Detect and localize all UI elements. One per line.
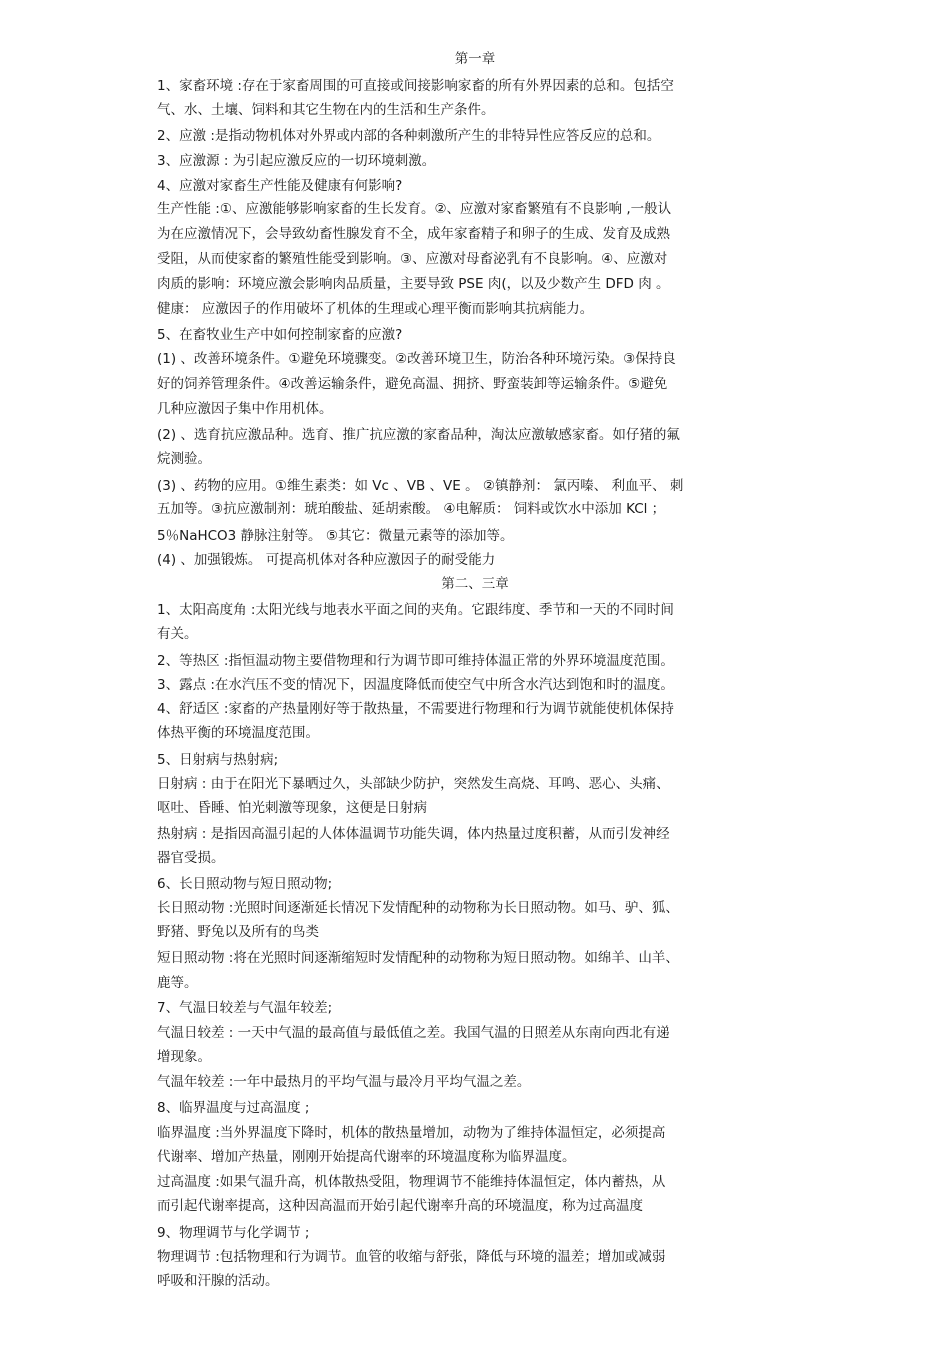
text-line: 气、水、土壤、饲料和其它生物在内的生活和生产条件。	[157, 102, 495, 118]
text-line: 3、应激源 : 为引起应激反应的一切环境刺激。	[157, 153, 436, 169]
text-line: 2、应激 :是指动物机体对外界或内部的各种刺激所产生的非特异性应答反应的总和。	[157, 128, 661, 144]
text-line: 1、太阳高度角 :太阳光线与地表水平面之间的夹角。它跟纬度、季节和一天的不同时间	[157, 602, 674, 618]
text-line: 2、等热区 :指恒温动物主要借物理和行为调节即可维持体温正常的外界环境温度范围。	[157, 653, 674, 669]
text-line: 5、在畜牧业生产中如何控制家畜的应激?	[157, 327, 403, 343]
text-line: (1) 、改善环境条件。①避免环境骤变。②改善环境卫生，防治各种环境污染。③保持良	[157, 351, 676, 367]
text-line: 3、露点 :在水汽压不变的情况下，因温度降低而使空气中所含水汽达到饱和时的温度。	[157, 677, 674, 693]
text-line: 6、长日照动物与短日照动物;	[157, 876, 333, 892]
text-line: 几种应激因子集中作用机体。	[157, 401, 333, 417]
text-line: 4、舒适区 :家畜的产热量刚好等于散热量，不需要进行物理和行为调节就能使机体保持	[157, 701, 674, 717]
text-line: 烷测验。	[157, 451, 211, 467]
text-line: 好的饲养管理条件。④改善运输条件，避免高温、拥挤、野蛮装卸等运输条件。⑤避免	[157, 376, 668, 392]
text-line: 热射病 : 是指因高温引起的人体体温调节功能失调，体内热量过度积蓄，从而引发神经	[157, 826, 670, 842]
text-line: 而引起代谢率提高，这种因高温而开始引起代谢率升高的环境温度，称为过高温度	[157, 1198, 643, 1214]
text-line: 呼吸和汗腺的活动。	[157, 1273, 279, 1289]
text-line: 过高温度 :如果气温升高，机体散热受阻，物理调节不能维持体温恒定，体内蓄热，从	[157, 1174, 666, 1190]
text-line: 5、日射病与热射病;	[157, 752, 279, 768]
text-line: (4) 、加强锻炼。 可提高机体对各种应激因子的耐受能力	[157, 552, 496, 568]
text-line: 健康： 应激因子的作用破坏了机体的生理或心理平衡而影响其抗病能力。	[157, 301, 594, 317]
text-line: 气温年较差 :一年中最热月的平均气温与最冷月平均气温之差。	[157, 1074, 531, 1090]
text-line: 肉质的影响：环境应激会影响肉品质量，主要导致 PSE 肉(，以及少数产生 DFD 肉 。	[157, 276, 670, 292]
text-line: 7、气温日较差与气温年较差;	[157, 1000, 333, 1016]
text-line: 9、物理调节与化学调节 ;	[157, 1225, 310, 1241]
text-line: 增现象。	[157, 1049, 211, 1065]
text-line: 五加等。③抗应激制剂：琥珀酸盐、延胡索酸。 ④电解质： 饲料或饮水中添加 KCl ；	[157, 501, 666, 517]
text-line: 长日照动物 :光照时间逐渐延长情况下发情配种的动物称为长日照动物。如马、驴、狐、	[157, 900, 679, 916]
text-line: 物理调节 :包括物理和行为调节。血管的收缩与舒张，降低与环境的温差；增加或减弱	[157, 1249, 666, 1265]
text-line: 呕吐、昏睡、怕光刺激等现象，这便是日射病	[157, 800, 427, 816]
text-line: 5％NaHCO3 静脉注射等。 ⑤其它：微量元素等的添加等。	[157, 528, 514, 544]
text-line: (3) 、药物的应用。①维生素类：如 Vc 、VB 、VE 。 ②镇静剂： 氯丙嗪、 利血平、 刺	[157, 478, 684, 494]
text-line: 日射病 : 由于在阳光下暴晒过久，头部缺少防护，突然发生高烧、耳鸣、恶心、头痛、	[157, 776, 670, 792]
text-line: 受阻，从而使家畜的繁殖性能受到影响。③、应激对母畜泌乳有不良影响。④、应激对	[157, 251, 668, 267]
text-line: 有关。	[157, 626, 198, 642]
text-line: 4、应激对家畜生产性能及健康有何影响?	[157, 178, 403, 194]
text-line: 短日照动物 :将在光照时间逐渐缩短时发情配种的动物称为短日照动物。如绵羊、山羊、	[157, 950, 679, 966]
text-line: 为在应激情况下，会导致幼畜性腺发育不全，成年家畜精子和卵子的生成、发育及成熟	[157, 226, 670, 242]
chapter-heading-2: 第二、三章	[441, 576, 509, 592]
chapter-heading-1: 第一章	[454, 51, 496, 67]
text-line: 鹿等。	[157, 975, 198, 991]
text-line: 1、家畜环境 :存在于家畜周围的可直接或间接影响家畜的所有外界因素的总和。包括空	[157, 78, 674, 94]
text-line: 野猪、野兔以及所有的鸟类	[157, 924, 319, 940]
text-line: 气温日较差 : 一天中气温的最高值与最低值之差。我国气温的日照差从东南向西北有递	[157, 1025, 670, 1041]
text-line: 器官受损。	[157, 850, 225, 866]
text-line: 体热平衡的环境温度范围。	[157, 725, 319, 741]
text-line: (2) 、选育抗应激品种。选育、推广抗应激的家畜品种，淘汰应激敏感家畜。如仔猪的氟	[157, 427, 680, 443]
text-line: 8、临界温度与过高温度 ;	[157, 1100, 310, 1116]
text-line: 临界温度 :当外界温度下降时，机体的散热量增加，动物为了维持体温恒定，必须提高	[157, 1125, 666, 1141]
text-line: 生产性能 :①、应激能够影响家畜的生长发育。②、应激对家畜繁殖有不良影响 ,一般认	[157, 201, 672, 217]
text-line: 代谢率、增加产热量，刚刚开始提高代谢率的环境温度称为临界温度。	[157, 1149, 576, 1165]
